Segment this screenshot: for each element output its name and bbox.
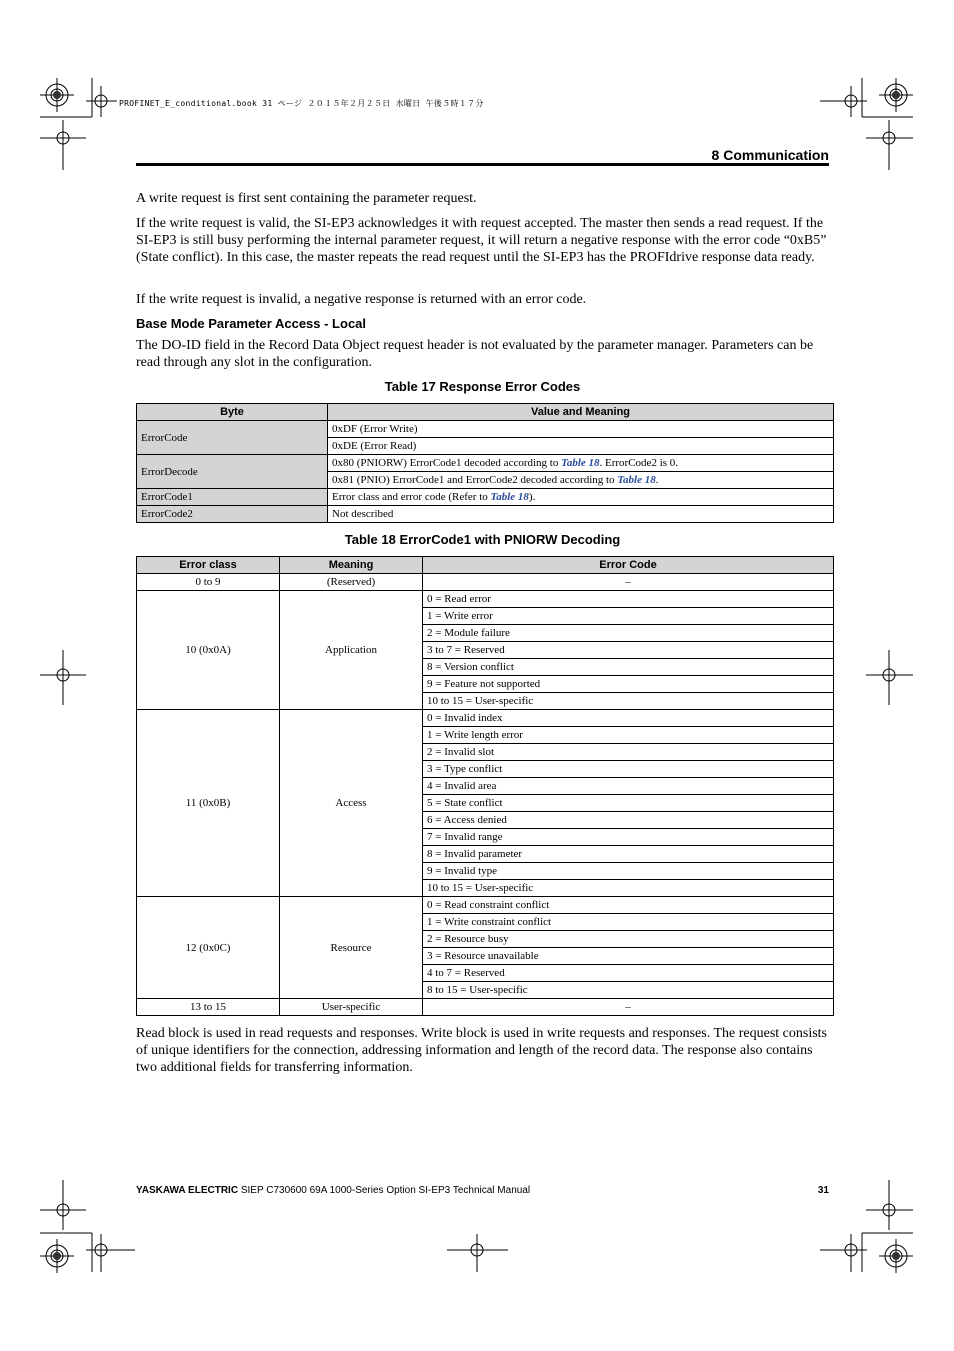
table18-cell-error-code: 2 = Resource busy	[423, 931, 834, 948]
paragraph-invalid-request: If the write request is invalid, a negative response is returned with an error code.	[136, 292, 587, 307]
footer-doc-title: SIEP C730600 69A 1000-Series Option SI-EP3 Technical Manual	[238, 1185, 531, 1196]
table18-cell-meaning: Access	[280, 710, 423, 897]
table18-cell-error-class: 0 to 9	[137, 574, 280, 591]
table18-cell-error-code: 7 = Invalid range	[423, 829, 834, 846]
table18-cell-error-code: 3 = Resource unavailable	[423, 948, 834, 965]
table-row	[137, 710, 834, 727]
table-row	[137, 574, 834, 591]
table18-cell-meaning: (Reserved)	[280, 574, 423, 591]
footer-text	[136, 1185, 530, 1196]
header-rule	[136, 163, 829, 166]
table18-cell-error-code: 0 = Read constraint conflict	[423, 897, 834, 914]
table18-cell-error-code: 2 = Module failure	[423, 625, 834, 642]
table18-cell-error-code: 8 = Version conflict	[423, 659, 834, 676]
table17-cell-errorcode1: ErrorCode1	[137, 489, 328, 506]
section-header: 8 Communication	[711, 147, 829, 163]
table17-cell-value: 0xDF (Error Write)	[328, 421, 834, 438]
table18-cell-error-code: 0 = Invalid index	[423, 710, 834, 727]
table18-header-error-class: Error class	[137, 557, 280, 574]
table18-cell-error-code: 5 = State conflict	[423, 795, 834, 812]
table18-cell-error-code: 8 = Invalid parameter	[423, 846, 834, 863]
table18-cell-error-code: 3 to 7 = Reserved	[423, 642, 834, 659]
table18-cell-error-class: 11 (0x0B)	[137, 710, 280, 897]
paragraph-read-write-block: Read block is used in read requests and responses. Write block is used in write requests and responses. The request consists of unique identifiers for the connection, addressing information and length of the record data. The response also contains two additional fields for transferring information.	[136, 1026, 827, 1075]
table18-cell-error-code: 6 = Access denied	[423, 812, 834, 829]
table17-title: Table 17 Response Error Codes	[384, 379, 581, 394]
table17-cell-value: 0xDE (Error Read)	[328, 438, 834, 455]
table18-cell-error-code: 4 = Invalid area	[423, 778, 834, 795]
book-info-line: PROFINET_E_conditional.book 31 ページ ２０１５年２月２５日 水曜日 午後５時１７分	[119, 99, 484, 108]
table18-cell-error-code: 2 = Invalid slot	[423, 744, 834, 761]
table18-header-error-code: Error Code	[423, 557, 834, 574]
table18-cell-error-code: –	[423, 999, 834, 1016]
table17-header-value: Value and Meaning	[328, 404, 834, 421]
table17-cell-errorcode2: ErrorCode2	[137, 506, 328, 523]
table18-cell-error-code: 9 = Feature not supported	[423, 676, 834, 693]
page-number: 31	[817, 1185, 829, 1196]
table18-link[interactable]: Table 18	[617, 474, 656, 486]
table17-cell-errordecode: ErrorDecode	[137, 455, 328, 489]
table18-cell-meaning: Resource	[280, 897, 423, 999]
table18-cell-meaning: Application	[280, 591, 423, 710]
paragraph-write-request: A write request is first sent containing the parameter request.	[136, 191, 477, 206]
table18-cell-error-code: 1 = Write length error	[423, 727, 834, 744]
table18-cell-error-class: 12 (0x0C)	[137, 897, 280, 999]
table17-cell-value: 0x81 (PNIO) ErrorCode1 and ErrorCode2 decoded according to Table 18.	[328, 472, 834, 489]
table18-cell-error-class: 10 (0x0A)	[137, 591, 280, 710]
table18-cell-error-code: 3 = Type conflict	[423, 761, 834, 778]
footer-brand: YASKAWA ELECTRIC	[136, 1185, 239, 1196]
table18-cell-error-class: 13 to 15	[137, 999, 280, 1016]
subheading-base-mode: Base Mode Parameter Access - Local	[136, 316, 367, 331]
table17-cell-value: 0x80 (PNIORW) ErrorCode1 decoded according to Table 18. ErrorCode2 is 0.	[328, 455, 834, 472]
table17-cell-value: Error class and error code (Refer to Table 18).	[328, 489, 834, 506]
table-row	[137, 999, 834, 1016]
table-row	[137, 897, 834, 914]
table18-cell-error-code: 10 to 15 = User-specific	[423, 880, 834, 897]
table18-cell-error-code: 9 = Invalid type	[423, 863, 834, 880]
table18-cell-meaning: User-specific	[280, 999, 423, 1016]
table17-header-byte: Byte	[137, 404, 328, 421]
table17-cell-value: Not described	[328, 506, 834, 523]
paragraph-do-id: The DO-ID field in the Record Data Object request header is not evaluated by the parameter manager. Parameters can be read through any slot in the configuration.	[136, 338, 814, 370]
table18-errorcode1-decoding	[136, 556, 834, 1016]
table18-cell-error-code: –	[423, 574, 834, 591]
table18-cell-error-code: 0 = Read error	[423, 591, 834, 608]
table18-title: Table 18 ErrorCode1 with PNIORW Decoding	[344, 532, 621, 547]
table18-cell-error-code: 8 to 15 = User-specific	[423, 982, 834, 999]
table18-link[interactable]: Table 18	[490, 491, 529, 503]
table18-cell-error-code: 4 to 7 = Reserved	[423, 965, 834, 982]
table18-header-meaning: Meaning	[280, 557, 423, 574]
table18-cell-error-code: 1 = Write error	[423, 608, 834, 625]
table-row	[137, 591, 834, 608]
table18-link[interactable]: Table 18	[561, 457, 600, 469]
table17-cell-errorcode: ErrorCode	[137, 421, 328, 455]
paragraph-valid-request: If the write request is valid, the SI-EP3 acknowledges it with request accepted. The master then sends a read request. If the SI-EP3 is still busy performing the internal parameter request, it will return a negative response with the error code “0xB5” (State conflict). In this case, the master repeats the read request until the SI-EP3 has the PROFIdrive response data ready.	[136, 216, 827, 265]
table17-response-error-codes	[136, 403, 834, 523]
table18-cell-error-code: 1 = Write constraint conflict	[423, 914, 834, 931]
table18-cell-error-code: 10 to 15 = User-specific	[423, 693, 834, 710]
